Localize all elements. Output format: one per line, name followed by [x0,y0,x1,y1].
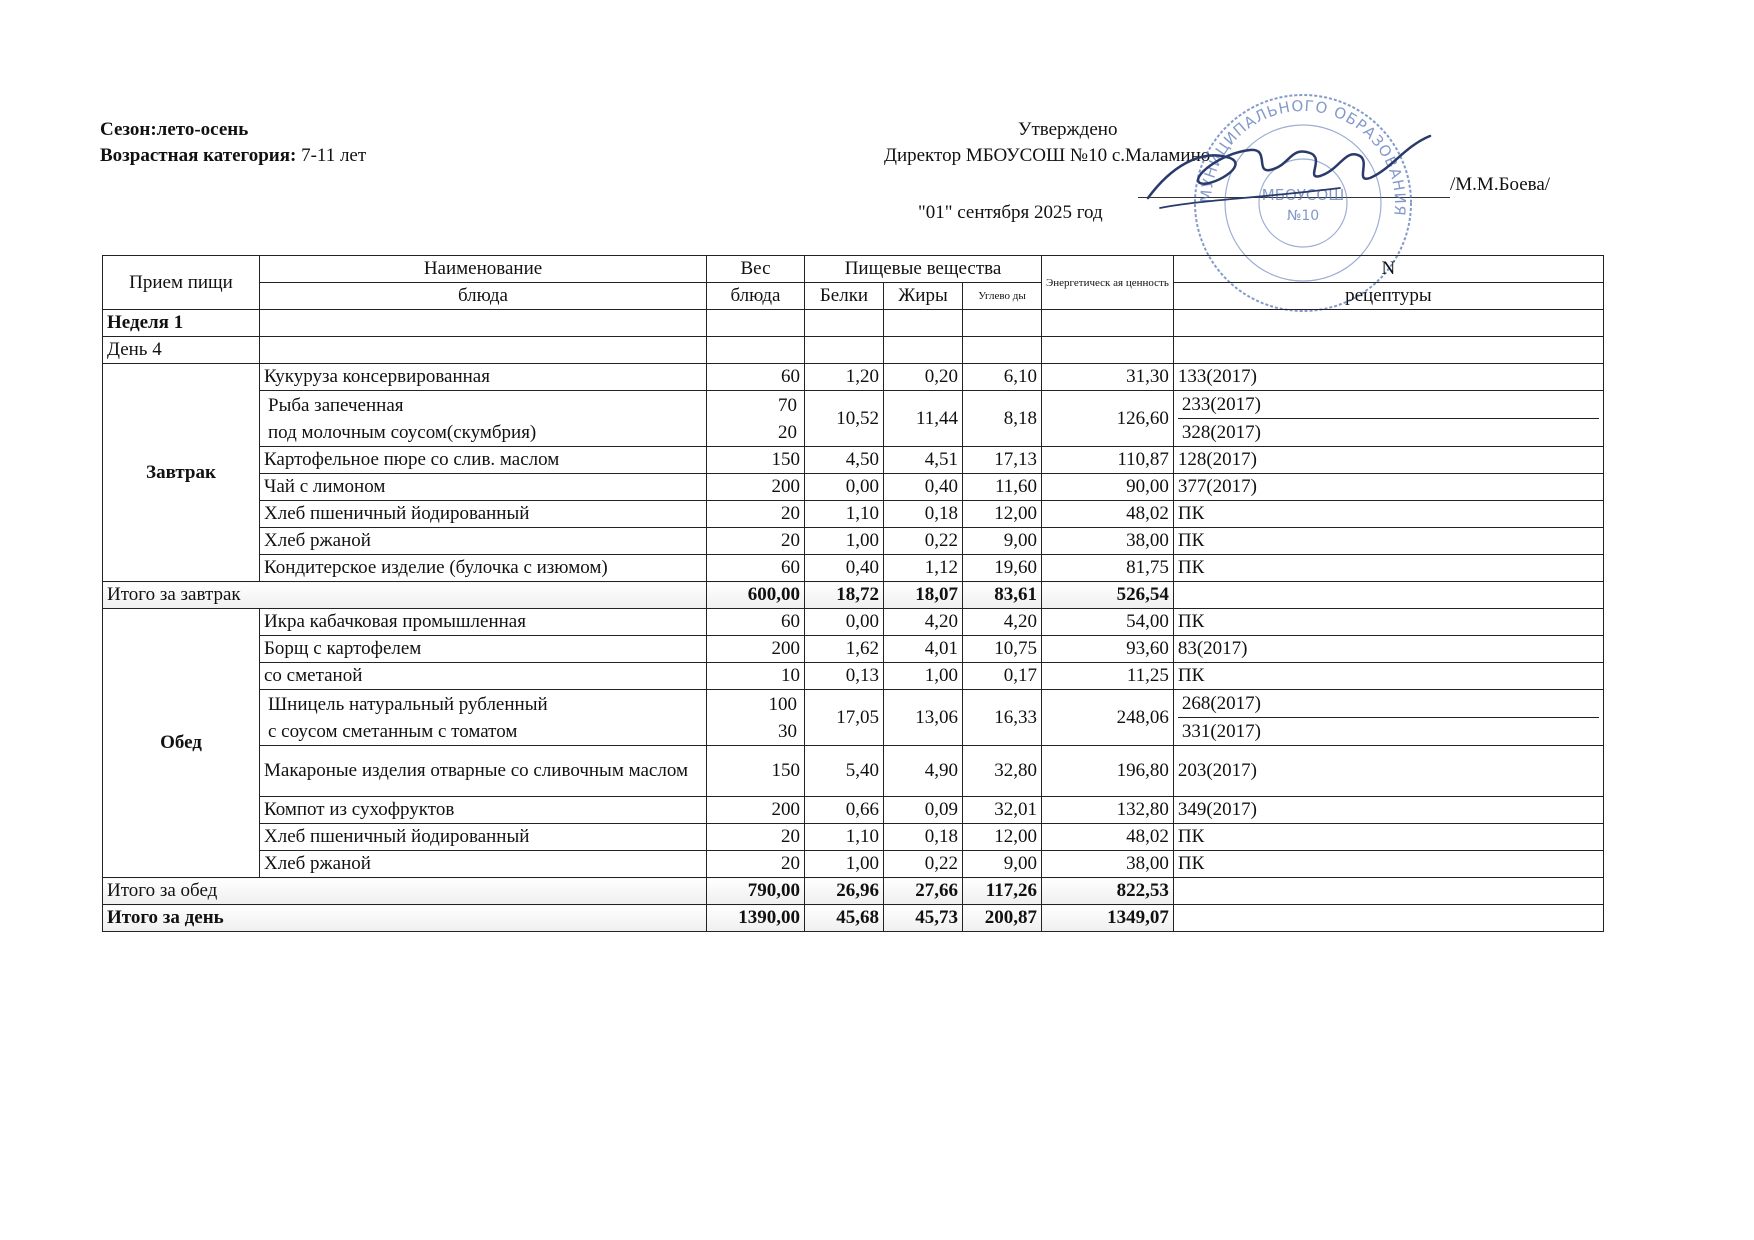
dish-fat: 1,12 [884,555,963,582]
dish-recipe: 83(2017) [1173,636,1603,663]
dish-protein: 1,10 [805,824,884,851]
table-row [103,555,1604,582]
day-total-fat: 45,73 [884,905,963,932]
total-fat: 27,66 [884,878,963,905]
dish-energy: 248,06 [1042,690,1174,746]
dish-carbs: 9,00 [963,528,1042,555]
dish-name-line1: Рыба запеченная [268,394,404,416]
dish-carbs: 4,20 [963,609,1042,636]
dish-weight: 60 [707,609,805,636]
dish-fat: 4,01 [884,636,963,663]
col-meal-header: Прием пищи [103,256,260,310]
header-row-1 [103,256,1604,283]
dish-recipe-1: 268(2017) [1181,693,1262,714]
total-protein: 18,72 [805,582,884,609]
table-row [103,391,1604,447]
dish-recipe: 203(2017) [1173,746,1603,797]
dish-weight: 150 [707,746,805,797]
col-nutrients-header: Пищевые вещества [805,256,1042,283]
dish-carbs: 11,60 [963,474,1042,501]
total-carbs: 83,61 [963,582,1042,609]
dish-recipe-2: 328(2017) [1178,418,1599,446]
dish-weight-1: 70 [778,394,797,416]
age-category [100,143,366,169]
table-row [103,447,1604,474]
dish-carbs: 19,60 [963,555,1042,582]
total-weight: 600,00 [707,582,805,609]
dish-carbs: 8,18 [963,391,1042,447]
dish-weight: 150 [707,447,805,474]
dish-weight: 10 [707,663,805,690]
dish-weight: 20 [707,851,805,878]
dish-recipe: ПК [1173,663,1603,690]
dish-carbs: 6,10 [963,364,1042,391]
total-label: Итого за обед [103,878,707,905]
table-row [103,501,1604,528]
dish-recipe [1173,391,1603,447]
director-label: Директор МБОУСОШ №10 с.Маламино [884,145,1211,166]
dish-fat: 4,20 [884,609,963,636]
dish-recipe: ПК [1173,824,1603,851]
dish-weight-2: 20 [778,421,797,443]
dish-name: Хлеб ржаной [260,851,707,878]
total-carbs: 117,26 [963,878,1042,905]
total-protein: 26,96 [805,878,884,905]
season-label: Сезон:лето-осень [100,119,249,140]
dish-carbs: 10,75 [963,636,1042,663]
dish-weight [707,690,805,746]
age-value: 7-11 лет [296,145,367,166]
dish-recipe: 128(2017) [1173,447,1603,474]
col-fat-header: Жиры [884,283,963,310]
dish-energy: 54,00 [1042,609,1174,636]
day-total-row [103,905,1604,932]
dish-protein: 0,66 [805,797,884,824]
signer-name: /М.М.Боева/ [1450,174,1551,195]
dish-protein: 1,00 [805,851,884,878]
col-recipe-header: N [1173,256,1603,283]
dish-fat: 13,06 [884,690,963,746]
dish-carbs: 32,01 [963,797,1042,824]
dish-fat: 0,18 [884,824,963,851]
dish-name: Хлеб пшеничный йодированный [260,824,707,851]
dish-name: Икра кабачковая промышленная [260,609,707,636]
dish-fat: 4,51 [884,447,963,474]
dish-protein: 1,62 [805,636,884,663]
dish-protein: 1,20 [805,364,884,391]
col-weight-subheader: блюда [707,283,805,310]
dish-weight: 200 [707,797,805,824]
col-weight-header: Вес [707,256,805,283]
dish-energy: 38,00 [1042,851,1174,878]
dish-protein: 1,10 [805,501,884,528]
age-label: Возрастная категория: [100,145,297,166]
dish-weight-2: 30 [778,720,797,742]
dish-recipe: ПК [1173,609,1603,636]
dish-name: Макароные изделия отварные со сливочным маслом [260,746,707,797]
dish-weight-1: 100 [768,693,797,715]
dish-energy: 90,00 [1042,474,1174,501]
total-label: Итого за завтрак [103,582,707,609]
dish-fat: 1,00 [884,663,963,690]
dish-name: Кондитерское изделие (булочка с изюмом) [260,555,707,582]
dish-protein: 1,00 [805,528,884,555]
dish-energy: 126,60 [1042,391,1174,447]
dish-energy: 31,30 [1042,364,1174,391]
dish-fat: 0,40 [884,474,963,501]
table-row [103,364,1604,391]
dish-protein: 10,52 [805,391,884,447]
day-total-energy: 1349,07 [1042,905,1174,932]
day-total-weight: 1390,00 [707,905,805,932]
dish-fat: 0,18 [884,501,963,528]
dish-recipe: ПК [1173,528,1603,555]
table-row [103,690,1604,746]
week-row [103,310,1604,337]
dish-recipe [1173,690,1603,746]
stamp-center-text: МБОУСОШ [1261,186,1345,204]
dish-fat: 0,20 [884,364,963,391]
dish-carbs: 12,00 [963,501,1042,528]
col-carbs-header: Углево ды [963,283,1042,310]
dish-carbs: 12,00 [963,824,1042,851]
dish-energy: 196,80 [1042,746,1174,797]
dish-weight: 200 [707,636,805,663]
dish-fat: 4,90 [884,746,963,797]
dish-recipe-1: 233(2017) [1181,394,1262,415]
dish-energy: 48,02 [1042,824,1174,851]
dish-protein: 5,40 [805,746,884,797]
meal-breakfast: Завтрак [103,364,260,582]
col-protein-header: Белки [805,283,884,310]
dish-name: Компот из сухофруктов [260,797,707,824]
dish-name: Борщ с картофелем [260,636,707,663]
handwritten-signature [1140,128,1450,228]
dish-weight: 20 [707,528,805,555]
dish-carbs: 9,00 [963,851,1042,878]
dish-name: Хлеб ржаной [260,528,707,555]
dish-recipe: ПК [1173,501,1603,528]
dish-recipe: ПК [1173,555,1603,582]
dish-protein: 0,40 [805,555,884,582]
dish-protein: 4,50 [805,447,884,474]
dish-name-line2: с соусом сметанным с томатом [268,720,518,742]
dish-energy: 132,80 [1042,797,1174,824]
dish-name [260,391,707,447]
dish-protein: 0,13 [805,663,884,690]
table-row [103,824,1604,851]
dish-weight: 20 [707,501,805,528]
table-row [103,528,1604,555]
col-name-header: Наименование [260,256,707,283]
dish-energy: 110,87 [1042,447,1174,474]
lunch-total-row [103,878,1604,905]
meal-lunch: Обед [103,609,260,878]
header-row-2 [103,283,1604,310]
dish-protein: 0,00 [805,474,884,501]
dish-carbs: 32,80 [963,746,1042,797]
total-weight: 790,00 [707,878,805,905]
col-name-subheader: блюда [260,283,707,310]
dish-fat: 11,44 [884,391,963,447]
dish-energy: 48,02 [1042,501,1174,528]
approval-date: "01" сентября 2025 год [918,202,1103,223]
approved-label: Утверждено [1018,119,1118,140]
table-row [103,636,1604,663]
dish-recipe: ПК [1173,851,1603,878]
stamp-text: МУНИЦИПАЛЬНОГО ОБРАЗОВАНИЯ [1196,96,1410,218]
breakfast-total-row [103,582,1604,609]
dish-name: Картофельное пюре со слив. маслом [260,447,707,474]
dish-weight: 60 [707,364,805,391]
table-row [103,663,1604,690]
col-recipe-subheader: рецептуры [1173,283,1603,310]
week-label: Неделя 1 [103,310,260,337]
dish-carbs: 0,17 [963,663,1042,690]
day-row [103,337,1604,364]
dish-name: Хлеб пшеничный йодированный [260,501,707,528]
dish-energy: 93,60 [1042,636,1174,663]
dish-name-line2: под молочным соусом(скумбрия) [268,421,537,443]
dish-recipe: 377(2017) [1173,474,1603,501]
menu-table [102,255,1604,932]
table-row [103,474,1604,501]
dish-carbs: 17,13 [963,447,1042,474]
dish-energy: 81,75 [1042,555,1174,582]
dish-weight: 200 [707,474,805,501]
table-row [103,851,1604,878]
table-row [103,746,1604,797]
total-energy: 526,54 [1042,582,1174,609]
col-energy-header: Энергетическ ая ценность [1042,256,1174,310]
dish-name [260,690,707,746]
total-fat: 18,07 [884,582,963,609]
dish-fat: 0,22 [884,851,963,878]
stamp-number: №10 [1286,208,1320,224]
dish-weight [707,391,805,447]
day-total-protein: 45,68 [805,905,884,932]
dish-name: Чай с лимоном [260,474,707,501]
dish-protein: 0,00 [805,609,884,636]
dish-name: со сметаной [260,663,707,690]
dish-weight: 20 [707,824,805,851]
dish-protein: 17,05 [805,690,884,746]
dish-fat: 0,09 [884,797,963,824]
day-total-carbs: 200,87 [963,905,1042,932]
total-energy: 822,53 [1042,878,1174,905]
dish-carbs: 16,33 [963,690,1042,746]
dish-recipe: 349(2017) [1173,797,1603,824]
dish-energy: 11,25 [1042,663,1174,690]
dish-recipe: 133(2017) [1173,364,1603,391]
table-row [103,609,1604,636]
dish-name-line1: Шницель натуральный рубленный [268,693,548,715]
dish-fat: 0,22 [884,528,963,555]
table-row [103,797,1604,824]
dish-weight: 60 [707,555,805,582]
dish-name: Кукуруза консервированная [260,364,707,391]
day-label: День 4 [103,337,260,364]
day-total-label: Итого за день [103,905,707,932]
dish-recipe-2: 331(2017) [1178,717,1599,745]
dish-energy: 38,00 [1042,528,1174,555]
